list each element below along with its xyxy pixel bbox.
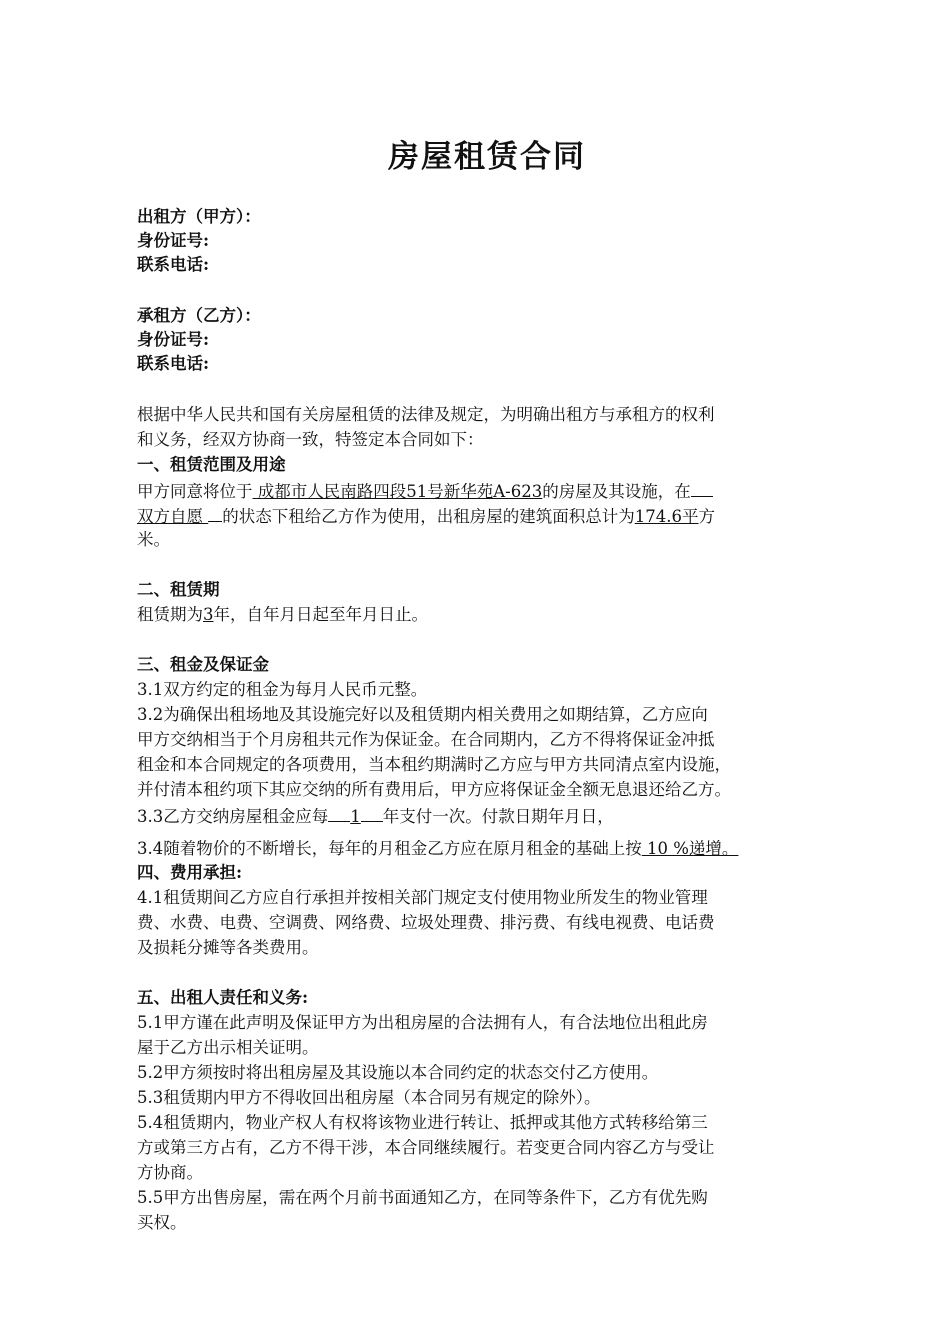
- floor-area: 174.6: [634, 507, 682, 526]
- clause-5-1-line-1: 5.1甲方谨在此声明及保证甲方为出租房屋的合法拥有人，有合法地位出租此房: [137, 1013, 708, 1032]
- s1-text-b: 的房屋及其设施，在: [542, 482, 691, 501]
- section-1-line-2: [137, 503, 715, 529]
- clause-3-2-line-4: 并付清本租约项下其应交纳的所有费用后，甲方应将保证金全额无息退还给乙方。: [137, 780, 731, 799]
- intro-line-2: 和义务，经双方协商一致，特签定本合同如下：: [137, 430, 484, 449]
- clause-3-2-line-3: 租金和本合同规定的各项费用，当本租约期满时乙方应与甲方共同清点室内设施，: [137, 755, 731, 774]
- s2-text-b: 年，自年月日起至年月日止。: [213, 605, 428, 624]
- clause-4-1-line-2: 费、水费、电费、空调费、网络费、垃圾处理费、排污费、有线电视费、电话费: [137, 913, 715, 932]
- intro-line-1: 根据中华人民共和国有关房屋租赁的法律及规定，为明确出租方与承租方的权利: [137, 405, 715, 424]
- lease-years: 3: [203, 605, 214, 624]
- clause-3-4: [137, 837, 738, 861]
- section-1-line-3: 米。: [137, 530, 170, 549]
- clause-5-4-line-1: 5.4租赁期内，物业产权人有权将该物业进行转让、抵押或其他方式转移给第三: [137, 1113, 708, 1132]
- section-2-heading: 二、租赁期: [137, 580, 220, 599]
- s1-text-a: 甲方同意将位于: [137, 482, 253, 501]
- rent-increase-rate: 10 %递增。: [641, 839, 739, 858]
- section-1-heading: 一、租赁范围及用途: [137, 455, 286, 474]
- s3-3-text-a: 3.3乙方交纳房屋租金应每: [137, 807, 329, 826]
- s2-text-a: 租赁期为: [137, 605, 203, 624]
- clause-5-1-line-2: 屋于乙方出示相关证明。: [137, 1038, 319, 1057]
- clause-3-2-line-1: 3.2为确保出租场地及其设施完好以及租赁期内相关费用之如期结算，乙方应向: [137, 705, 708, 724]
- s3-4-text-a: 3.4随着物价的不断增长，每年的月租金乙方应在原月租金的基础上按: [137, 839, 642, 858]
- clause-5-4-line-3: 方协商。: [137, 1163, 203, 1182]
- lessee-id-label: 身份证号:: [137, 330, 210, 349]
- lessor-id-label: 身份证号:: [137, 231, 210, 250]
- s1-text-c: 的状态下租给乙方作为使用，出租房屋的建筑面积总计为: [222, 507, 635, 526]
- blank-line: [328, 803, 350, 822]
- clause-5-4-line-2: 方或第三方占有，乙方不得干涉，本合同继续履行。若变更合同内容乙方与受让: [137, 1138, 715, 1157]
- area-unit-a: 平: [682, 507, 699, 526]
- s3-3-text-b: 年支付一次。付款日期年月日，: [382, 807, 614, 826]
- payment-interval: 1: [350, 807, 361, 826]
- section-2-line: [137, 603, 428, 627]
- clause-4-1-line-1: 4.1租赁期间乙方应自行承担并按相关部门规定支付使用物业所发生的物业管理: [137, 888, 708, 907]
- lessor-phone-label: 联系电话:: [137, 255, 210, 274]
- lessor-label: 出租方（甲方）：: [137, 207, 261, 226]
- lessee-label: 承租方（乙方）：: [137, 306, 261, 325]
- blank-line: [208, 503, 222, 522]
- blank-line: [691, 478, 713, 497]
- section-1-line-1: [137, 478, 713, 504]
- clause-5-3: 5.3租赁期内甲方不得收回出租房屋（本合同另有规定的除外）。: [137, 1088, 601, 1107]
- section-5-heading: 五、出租人责任和义务:: [137, 988, 309, 1007]
- lease-condition: 双方自愿: [137, 507, 209, 526]
- property-address: 成都市人民南路四段51号新华苑A-623: [252, 482, 543, 501]
- section-3-heading: 三、租金及保证金: [137, 655, 269, 674]
- clause-5-2: 5.2甲方须按时将出租房屋及其设施以本合同约定的状态交付乙方使用。: [137, 1063, 659, 1082]
- clause-5-5-line-1: 5.5甲方出售房屋，需在两个月前书面通知乙方，在同等条件下，乙方有优先购: [137, 1188, 708, 1207]
- clause-3-1: 3.1双方约定的租金为每月人民币元整。: [137, 680, 428, 699]
- lessee-phone-label: 联系电话:: [137, 354, 210, 373]
- document-title: 房屋租赁合同: [388, 139, 586, 175]
- area-unit-b: 方: [698, 507, 715, 526]
- clause-4-1-line-3: 及损耗分摊等各类费用。: [137, 938, 319, 957]
- blank-line: [361, 803, 383, 822]
- clause-3-2-line-2: 甲方交纳相当于个月房租共元作为保证金。在合同期内，乙方不得将保证金冲抵: [137, 730, 715, 749]
- section-4-heading: 四、费用承担:: [137, 863, 243, 882]
- clause-5-5-line-2: 买权。: [137, 1213, 187, 1232]
- clause-3-3: [137, 803, 614, 829]
